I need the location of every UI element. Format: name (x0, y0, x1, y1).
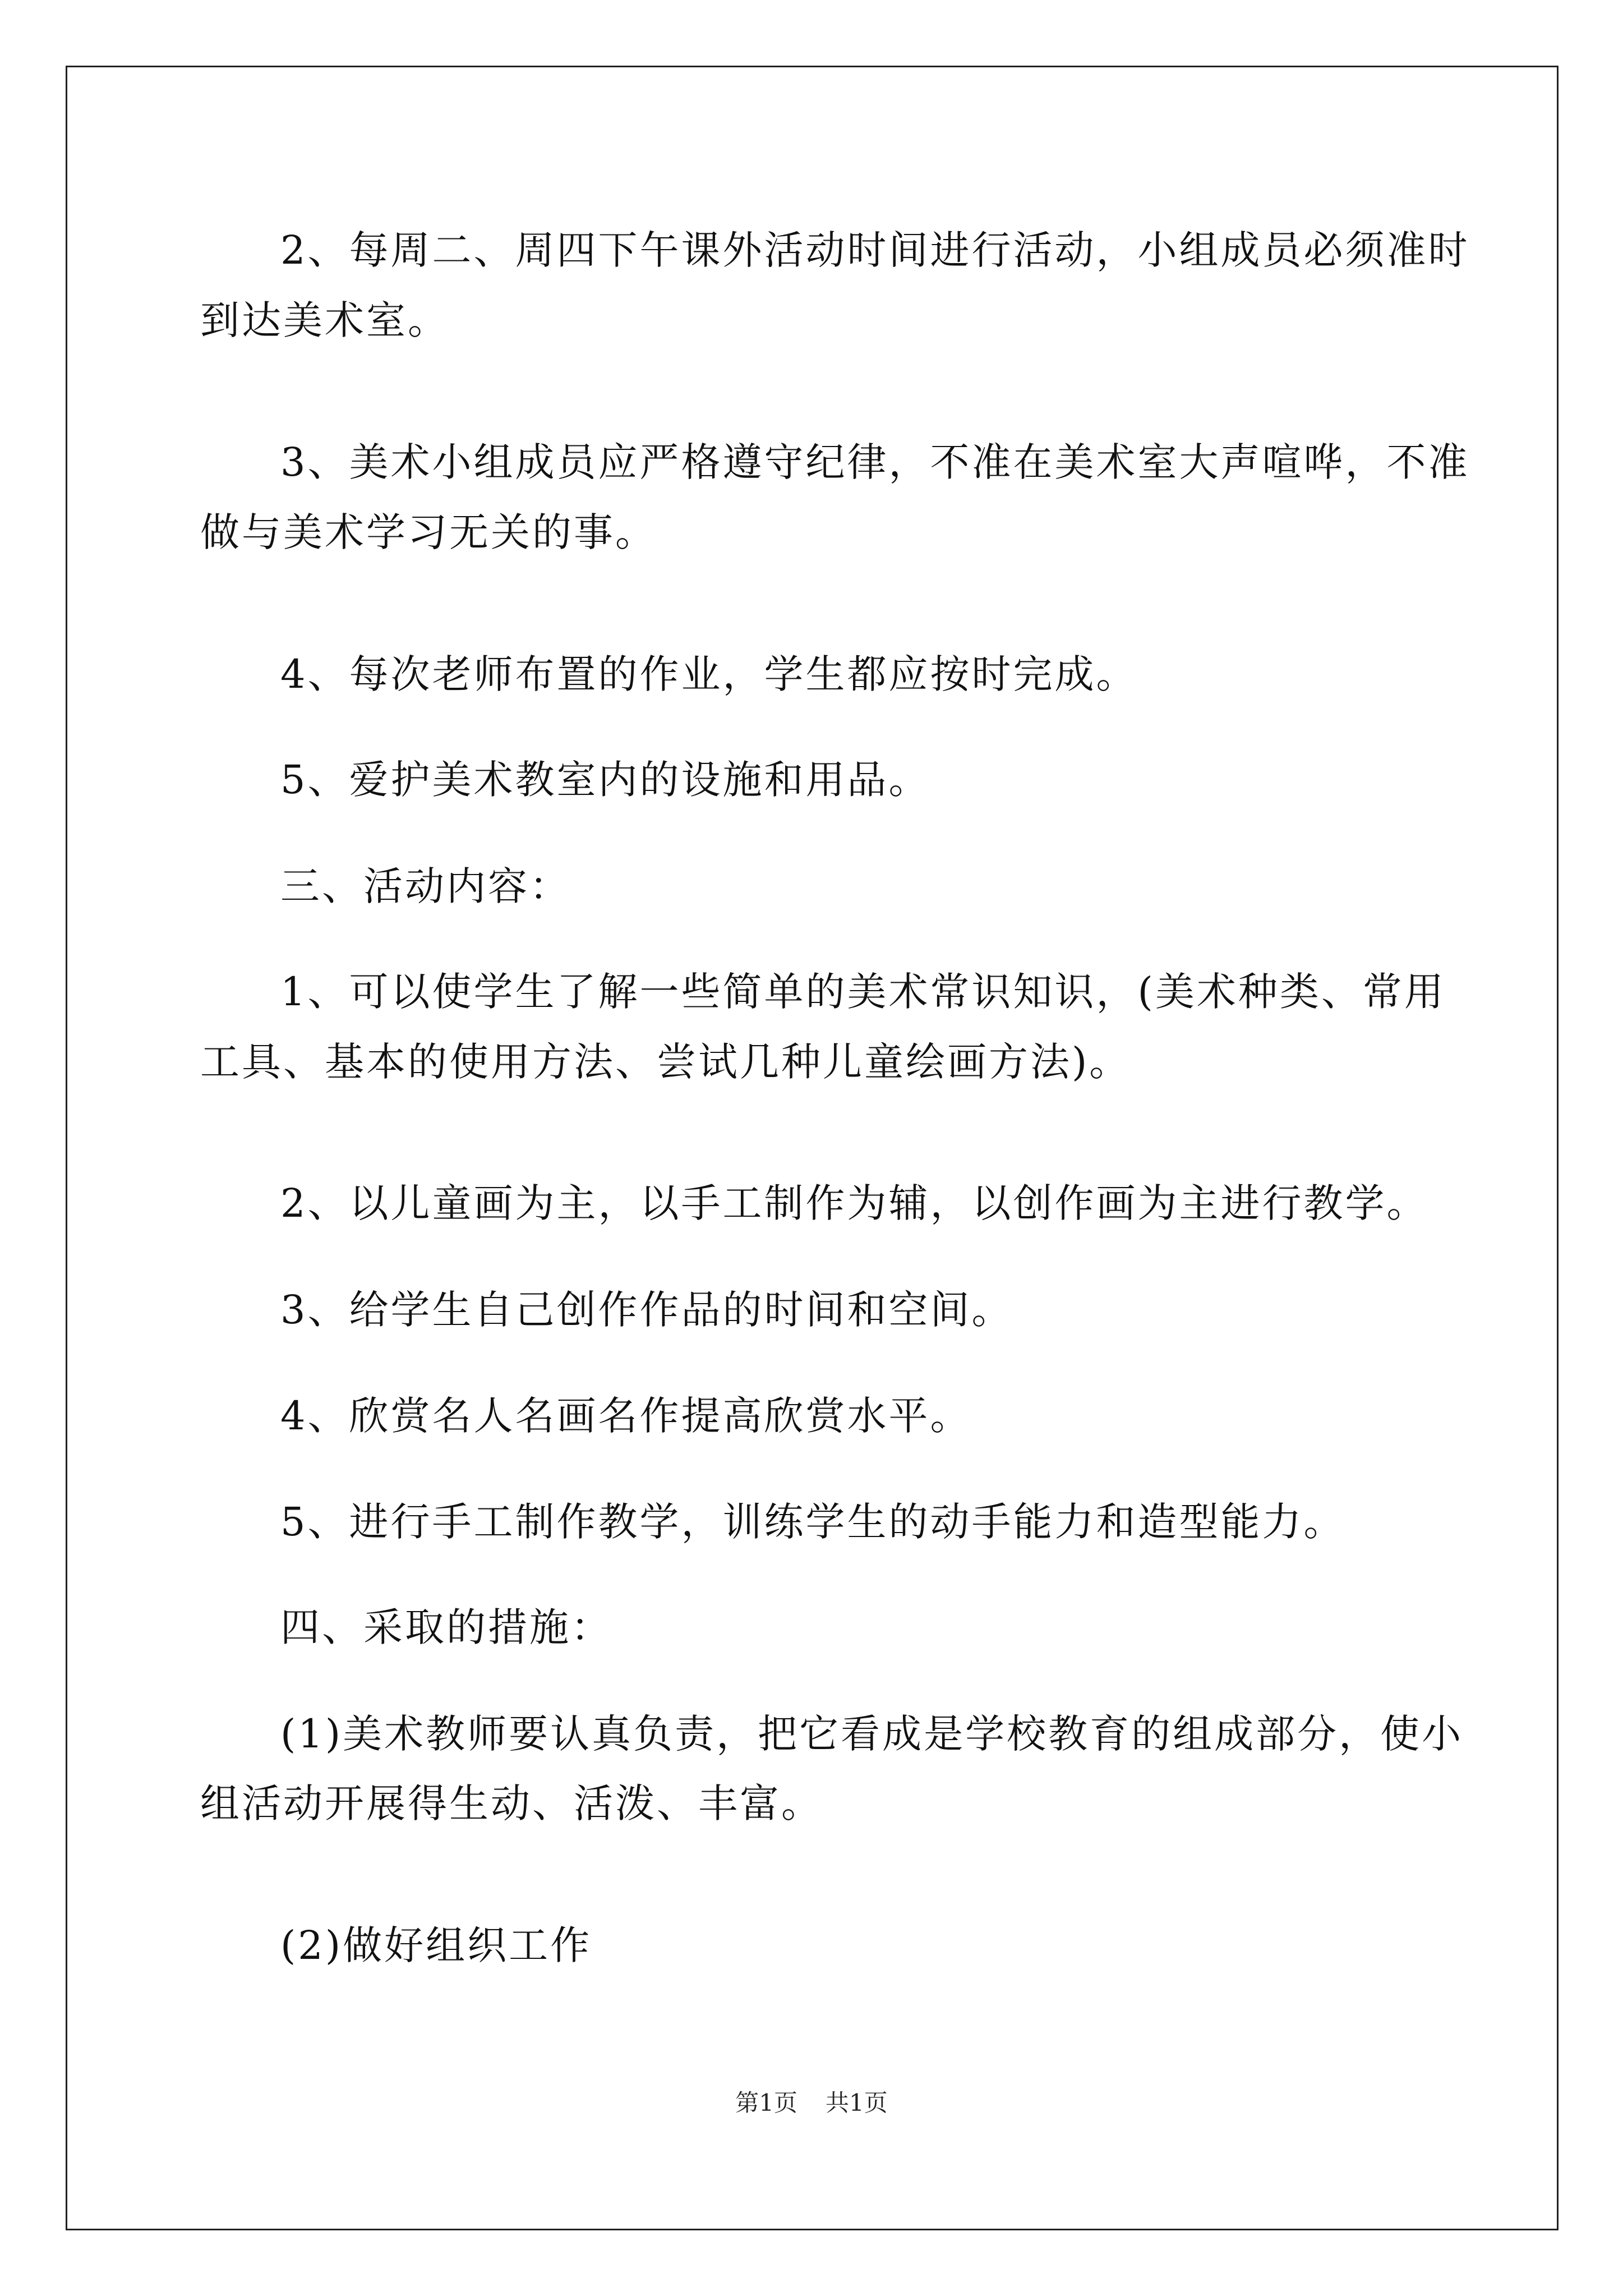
paragraph-line: 到达美术室。 (200, 297, 449, 343)
paragraph-line: (1)美术教师要认真负责，把它看成是学校教育的组成部分，使小 (280, 1711, 1464, 1757)
paragraph-line: 组活动开展得生动、活泼、丰富。 (200, 1780, 823, 1826)
total-pages-label: 共1页 (826, 2089, 888, 2116)
page-border (66, 66, 1559, 2230)
section-heading: 三、活动内容： (280, 863, 571, 909)
paragraph-line: 做与美术学习无关的事。 (200, 509, 657, 555)
paragraph-line: 2、以儿童画为主，以手工制作为辅，以创作画为主进行教学。 (280, 1180, 1428, 1226)
paragraph-line: 3、给学生自己创作作品的时间和空间。 (280, 1287, 1013, 1333)
paragraph-line: 5、进行手工制作教学，训练学生的动手能力和造型能力。 (280, 1499, 1345, 1545)
paragraph-line: 3、美术小组成员应严格遵守纪律，不准在美术室大声喧哗，不准 (280, 439, 1470, 485)
paragraph-line: 1、可以使学生了解一些简单的美术常识知识，(美术种类、常用 (280, 969, 1446, 1015)
paragraph-line: 4、欣赏名人名画名作提高欣赏水平。 (280, 1393, 972, 1439)
paragraph-line: 工具、基本的使用方法、尝试几种儿童绘画方法)。 (200, 1039, 1131, 1085)
page-footer (0, 2091, 1623, 2115)
paragraph-line: 4、每次老师布置的作业，学生都应按时完成。 (280, 651, 1138, 697)
paragraph-line: 5、爱护美术教室内的设施和用品。 (280, 757, 930, 803)
paragraph-line: 2、每周二、周四下午课外活动时间进行活动，小组成员必须准时 (280, 227, 1470, 273)
page-number-label: 第1页 (735, 2089, 797, 2116)
section-heading: 四、采取的措施： (280, 1604, 612, 1650)
paragraph-line: (2)做好组织工作 (280, 1922, 592, 1968)
